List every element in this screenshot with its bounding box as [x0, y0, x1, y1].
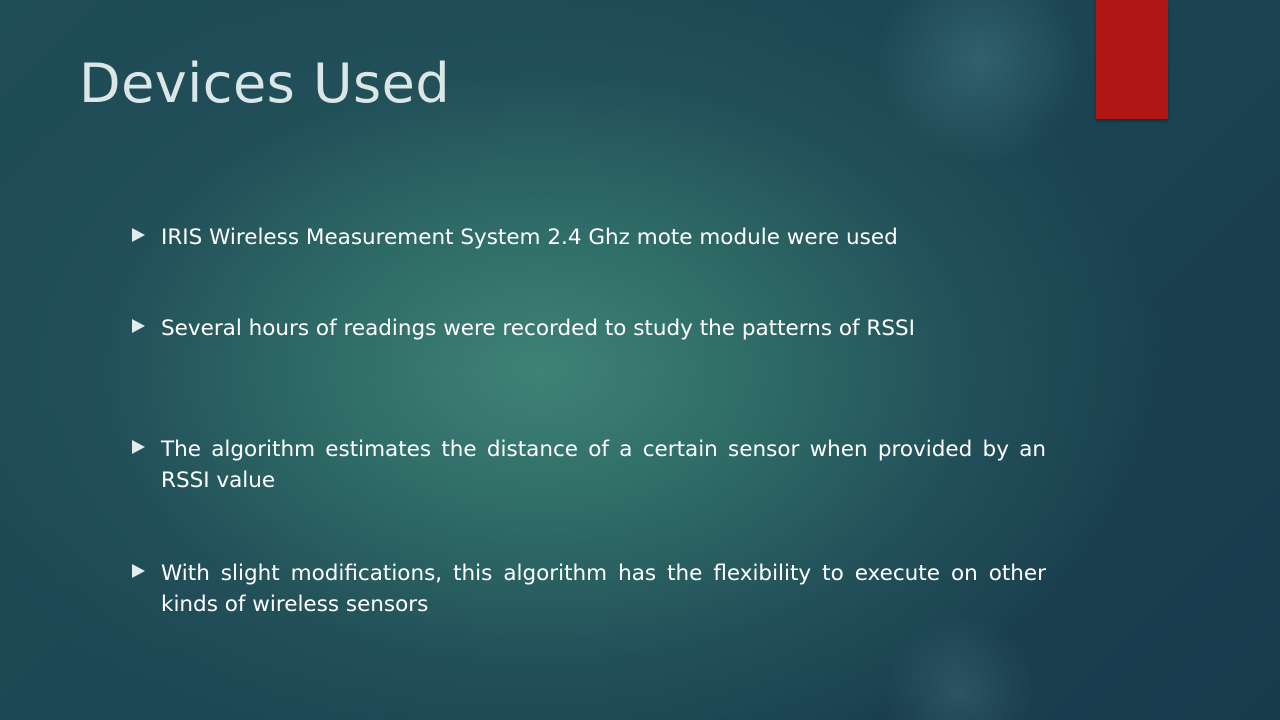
arrow-triangle-icon: [132, 319, 145, 333]
bullet-item: [132, 434, 1046, 496]
bullet-text: With slight modifications, this algorithm has the flexibility to execute on other kinds of wireless sensors: [161, 561, 1046, 617]
red-accent-bar: [1096, 0, 1168, 119]
background-glow: [870, 0, 1090, 160]
arrow-triangle-icon: [132, 440, 145, 454]
arrow-triangle-icon: [132, 564, 145, 578]
bullet-item: [132, 558, 1046, 620]
arrow-triangle-icon: [132, 228, 145, 242]
background-glow: [880, 620, 1040, 720]
bullet-text: IRIS Wireless Measurement System 2.4 Ghz mote module were used: [161, 225, 898, 250]
bullet-item: [132, 313, 1046, 344]
bullet-item: [132, 222, 1046, 253]
bullet-text: Several hours of readings were recorded to study the patterns of RSSI: [161, 316, 915, 341]
slide-title: Devices Used: [79, 52, 451, 115]
bullet-text: The algorithm estimates the distance of a certain sensor when provided by an RSSI value: [161, 437, 1046, 493]
